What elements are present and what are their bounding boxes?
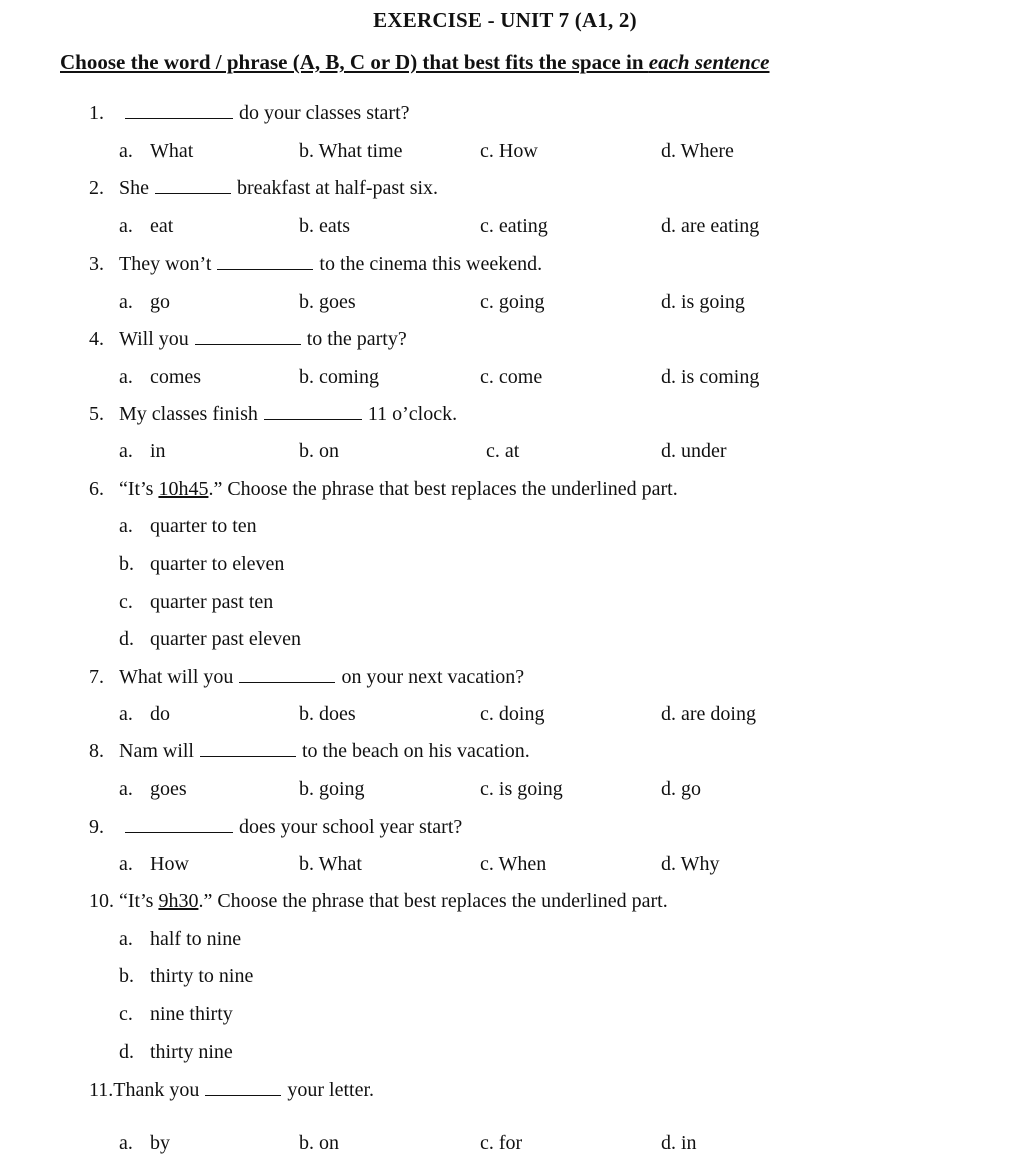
instruction-emphasis: each sentence <box>648 50 770 74</box>
option-a <box>119 440 166 463</box>
option-text: by <box>150 1132 170 1154</box>
answer-blank <box>217 268 313 270</box>
question-text: to the beach on his vacation. <box>302 740 530 762</box>
question-text-close: .” Choose the phrase that best replaces the underlined part. <box>198 890 668 912</box>
question-3 <box>89 253 542 276</box>
question-number: 1. <box>89 102 104 124</box>
question-4 <box>89 328 407 351</box>
option-label: c. <box>480 703 494 725</box>
option-a <box>119 778 187 801</box>
option-label: d. <box>661 366 676 388</box>
option-text: quarter past eleven <box>150 628 302 650</box>
option-c <box>480 140 538 163</box>
option-label: d. <box>661 1132 676 1154</box>
question-prefix: She <box>119 177 149 199</box>
option-text: goes <box>150 778 187 800</box>
option-text: half to nine <box>150 928 242 950</box>
question-number: 4. <box>89 328 104 350</box>
option-a <box>119 703 170 726</box>
option-label: d. <box>119 1041 134 1063</box>
option-a <box>119 1132 170 1155</box>
option-label: b. <box>299 291 314 313</box>
option-text: quarter to ten <box>150 515 257 537</box>
option-c <box>480 366 542 389</box>
option-text: do <box>150 703 170 725</box>
option-text: When <box>498 853 547 875</box>
question-text: 11 o’clock. <box>367 403 458 425</box>
question-text: to the party? <box>306 328 407 350</box>
question-number: 11. <box>89 1079 114 1101</box>
option-text: in <box>150 440 166 462</box>
option-d <box>661 140 734 163</box>
option-label: d. <box>661 440 676 462</box>
option-c <box>119 591 273 614</box>
question-text: does your school year start? <box>239 816 463 838</box>
option-d <box>661 215 759 238</box>
option-text: thirty nine <box>150 1041 233 1063</box>
option-text: in <box>681 1132 697 1154</box>
option-label: c. <box>119 591 133 613</box>
option-b <box>299 1132 339 1155</box>
option-label: a. <box>119 515 133 537</box>
answer-blank <box>264 418 362 420</box>
option-label: b. <box>299 366 314 388</box>
option-d <box>661 366 759 389</box>
option-label: c. <box>486 440 500 462</box>
option-d <box>661 778 701 801</box>
option-text: is going <box>498 778 563 800</box>
option-c <box>480 1132 522 1155</box>
option-d <box>661 1132 697 1155</box>
question-text: on your next vacation? <box>341 666 525 688</box>
option-text: quarter past ten <box>150 591 274 613</box>
question-text: do your classes start? <box>239 102 410 124</box>
option-d <box>661 703 756 726</box>
option-text: How <box>150 853 189 875</box>
answer-blank <box>239 681 335 683</box>
option-b <box>299 366 379 389</box>
option-b <box>119 965 253 988</box>
option-text: on <box>319 1132 339 1154</box>
option-a <box>119 928 241 951</box>
option-a <box>119 853 189 876</box>
option-text: does <box>319 703 356 725</box>
option-label: d. <box>661 853 676 875</box>
option-label: d. <box>661 140 676 162</box>
option-text: at <box>504 440 520 462</box>
option-c <box>480 215 548 238</box>
option-label: c. <box>480 215 494 237</box>
option-text: go <box>150 291 170 313</box>
option-label: c. <box>480 853 494 875</box>
option-text: are eating <box>681 215 760 237</box>
question-number: 10. <box>89 890 114 912</box>
option-label: b. <box>299 1132 314 1154</box>
option-text: go <box>681 778 701 800</box>
underlined-part: 9h30 <box>158 890 199 912</box>
option-label: c. <box>480 778 494 800</box>
question-text-close: .” Choose the phrase that best replaces the underlined part. <box>208 478 678 500</box>
question-prefix: Will you <box>119 328 189 350</box>
option-a <box>119 291 170 314</box>
option-label: a. <box>119 140 133 162</box>
question-number: 7. <box>89 666 104 688</box>
question-prefix: My classes finish <box>119 403 258 425</box>
option-text: going <box>498 291 545 313</box>
option-label: c. <box>480 291 494 313</box>
option-label: b. <box>119 553 134 575</box>
option-label: b. <box>299 215 314 237</box>
option-b <box>299 853 362 876</box>
option-d <box>661 853 720 876</box>
option-d <box>119 1041 233 1064</box>
option-label: d. <box>661 291 676 313</box>
option-text: eats <box>319 215 351 237</box>
option-text: for <box>498 1132 523 1154</box>
question-1 <box>89 102 410 125</box>
question-prefix: What will you <box>119 666 234 688</box>
option-label: d. <box>119 628 134 650</box>
option-label: a. <box>119 703 133 725</box>
option-label: c. <box>480 366 494 388</box>
option-label: c. <box>480 140 494 162</box>
option-label: b. <box>299 140 314 162</box>
option-text: thirty to nine <box>150 965 254 987</box>
option-label: a. <box>119 291 133 313</box>
option-text: doing <box>498 703 545 725</box>
question-prefix: They won’t <box>119 253 212 275</box>
question-number: 5. <box>89 403 104 425</box>
option-text: Where <box>680 140 734 162</box>
option-b <box>299 778 365 801</box>
instruction <box>60 50 770 75</box>
option-c <box>480 291 544 314</box>
answer-blank <box>125 117 233 119</box>
option-text: come <box>498 366 543 388</box>
option-label: b. <box>299 440 314 462</box>
option-b <box>299 703 356 726</box>
option-c <box>480 778 563 801</box>
option-d <box>661 291 745 314</box>
option-label: a. <box>119 1132 133 1154</box>
question-number: 9. <box>89 816 104 838</box>
option-label: b. <box>299 778 314 800</box>
option-label: b. <box>299 703 314 725</box>
question-5 <box>89 403 457 426</box>
option-label: c. <box>480 1132 494 1154</box>
option-text: eat <box>150 215 174 237</box>
option-d <box>661 440 727 463</box>
option-text: is coming <box>681 366 760 388</box>
question-text: your letter. <box>287 1079 374 1101</box>
option-label: d. <box>661 778 676 800</box>
question-text: to the cinema this weekend. <box>319 253 543 275</box>
option-text: on <box>319 440 339 462</box>
question-prefix: Thank you <box>113 1079 200 1101</box>
question-text-open: “It’s <box>119 890 159 912</box>
option-text: What time <box>318 140 403 162</box>
question-text-open: “It’s <box>119 478 159 500</box>
question-text: breakfast at half-past six. <box>237 177 439 199</box>
option-b <box>299 291 356 314</box>
option-label: d. <box>661 215 676 237</box>
option-a <box>119 215 173 238</box>
question-6 <box>89 478 678 501</box>
option-text: goes <box>319 291 356 313</box>
option-label: b. <box>299 853 314 875</box>
instruction-text: Choose the word / phrase (A, B, C or D) that best fits the space in <box>60 50 649 74</box>
option-text: What <box>150 140 194 162</box>
underlined-part: 10h45 <box>158 478 209 500</box>
option-text: is going <box>681 291 745 313</box>
option-b <box>299 440 339 463</box>
question-number: 2. <box>89 177 104 199</box>
option-text: How <box>498 140 538 162</box>
option-a <box>119 140 193 163</box>
option-a <box>119 515 257 538</box>
option-b <box>119 553 284 576</box>
option-c <box>480 853 546 876</box>
option-c <box>119 1003 233 1026</box>
option-label: a. <box>119 778 133 800</box>
answer-blank <box>205 1094 281 1096</box>
option-text: nine thirty <box>150 1003 233 1025</box>
option-b <box>299 140 403 163</box>
question-number: 6. <box>89 478 104 500</box>
option-a <box>119 366 201 389</box>
page-title: EXERCISE - UNIT 7 (A1, 2) <box>373 8 637 32</box>
question-number: 8. <box>89 740 104 762</box>
option-label: b. <box>119 965 134 987</box>
option-text: Why <box>680 853 720 875</box>
question-prefix: Nam will <box>119 740 194 762</box>
option-text: eating <box>498 215 548 237</box>
answer-blank <box>155 192 231 194</box>
option-text: going <box>319 778 365 800</box>
option-c <box>480 703 544 726</box>
question-number: 3. <box>89 253 104 275</box>
option-label: a. <box>119 928 133 950</box>
option-c <box>486 440 519 463</box>
option-text: are doing <box>681 703 756 725</box>
question-7 <box>89 666 524 689</box>
option-d <box>119 628 301 651</box>
answer-blank <box>195 343 301 345</box>
option-text: comes <box>150 366 202 388</box>
question-2 <box>89 177 438 200</box>
option-label: a. <box>119 215 133 237</box>
option-label: d. <box>661 703 676 725</box>
option-label: a. <box>119 853 133 875</box>
answer-blank <box>200 755 296 757</box>
question-8 <box>89 740 530 763</box>
question-11 <box>89 1079 374 1102</box>
option-text: What <box>318 853 362 875</box>
option-b <box>299 215 350 238</box>
option-label: a. <box>119 440 133 462</box>
option-text: under <box>681 440 727 462</box>
question-10 <box>89 890 668 913</box>
option-text: coming <box>319 366 379 388</box>
option-text: quarter to eleven <box>150 553 285 575</box>
answer-blank <box>125 831 233 833</box>
option-label: a. <box>119 366 133 388</box>
option-label: c. <box>119 1003 133 1025</box>
question-9 <box>89 816 462 839</box>
